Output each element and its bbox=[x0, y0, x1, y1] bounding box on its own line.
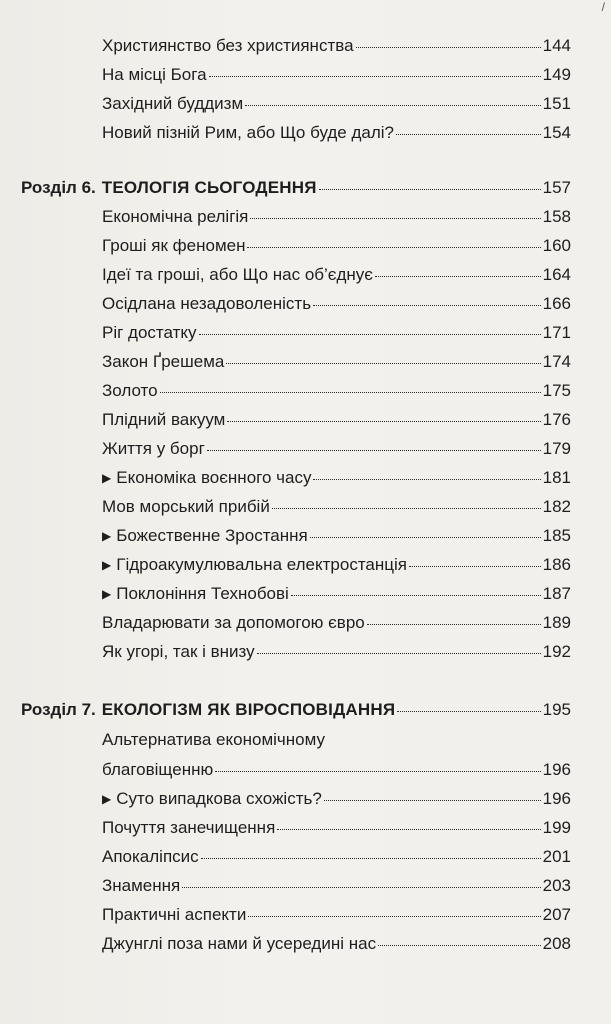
dot-leader bbox=[324, 800, 541, 801]
toc-entry[interactable] bbox=[102, 352, 571, 372]
dot-leader bbox=[248, 916, 540, 917]
toc-entry[interactable] bbox=[102, 934, 571, 954]
toc-entry[interactable] bbox=[102, 760, 571, 780]
dot-leader bbox=[245, 105, 540, 106]
toc-entry[interactable] bbox=[102, 207, 571, 227]
toc-entry[interactable] bbox=[102, 555, 571, 576]
toc-entry[interactable] bbox=[102, 584, 571, 605]
toc-entry[interactable] bbox=[102, 818, 571, 838]
toc-entry-page: 192 bbox=[542, 642, 571, 661]
triangle-marker-icon: ▶ bbox=[102, 792, 112, 806]
dot-leader bbox=[226, 363, 540, 364]
dot-leader bbox=[367, 624, 541, 625]
dot-leader bbox=[313, 305, 541, 306]
triangle-marker-icon: ▶ bbox=[102, 471, 112, 485]
toc-entry-page: 187 bbox=[542, 584, 571, 603]
triangle-marker-icon: ▶ bbox=[102, 529, 112, 543]
toc-entry-title: Гроші як феномен bbox=[102, 236, 246, 255]
toc-entry[interactable] bbox=[102, 294, 571, 314]
toc-entry-title: Життя у борг bbox=[102, 439, 205, 458]
toc-entry-title: Плідний вакуум bbox=[102, 410, 226, 429]
dot-leader bbox=[247, 247, 540, 248]
dot-leader bbox=[207, 450, 541, 451]
toc-entry[interactable] bbox=[102, 94, 571, 114]
toc-entry-title: Західний буддизм bbox=[102, 94, 244, 113]
toc-entry-page: 154 bbox=[542, 123, 571, 142]
toc-entry-page: 201 bbox=[542, 847, 571, 866]
toc-entry[interactable] bbox=[102, 323, 571, 343]
toc-entry-title: Осідлана незадоволеність bbox=[102, 294, 312, 313]
toc-entry-title: благовіщенню bbox=[102, 760, 214, 779]
toc-entry-page: 151 bbox=[542, 94, 571, 113]
toc-entry-title: Ріг достатку bbox=[102, 323, 197, 342]
dot-leader bbox=[396, 134, 541, 135]
toc-entry-title: Економічна релігія bbox=[102, 207, 249, 226]
toc-entry[interactable] bbox=[102, 265, 571, 285]
toc-entry-page: 185 bbox=[542, 526, 571, 545]
dot-leader bbox=[291, 595, 541, 596]
dot-leader bbox=[409, 566, 541, 567]
dot-leader bbox=[397, 711, 540, 712]
toc-entry-title: Джунглі поза нами й усередині нас bbox=[102, 934, 377, 953]
dot-leader bbox=[313, 479, 540, 480]
toc-entry-page: 196 bbox=[542, 789, 571, 808]
toc-chapter-6[interactable] bbox=[21, 178, 571, 198]
toc-entry-title: Знамення bbox=[102, 876, 181, 895]
toc-entry-page: 181 bbox=[542, 468, 571, 487]
dot-leader bbox=[209, 76, 541, 77]
toc-entry[interactable] bbox=[102, 847, 571, 867]
chapter-page: 195 bbox=[542, 700, 571, 719]
dot-leader bbox=[378, 945, 541, 946]
toc-entry-page: 203 bbox=[542, 876, 571, 895]
toc-entry-page: 174 bbox=[542, 352, 571, 371]
toc-entry-page: 208 bbox=[542, 934, 571, 953]
toc-entry[interactable] bbox=[102, 236, 571, 256]
toc-entry-title: Апокаліпсис bbox=[102, 847, 199, 866]
toc-entry[interactable] bbox=[102, 526, 571, 547]
triangle-marker-icon: ▶ bbox=[102, 558, 112, 572]
toc-entry-title: Економіка воєнного часу bbox=[116, 468, 312, 487]
toc-entry-page: 144 bbox=[542, 36, 571, 55]
toc-entry[interactable] bbox=[102, 65, 571, 85]
chapter-title: ЕКОЛОГІЗМ ЯК ВІРОСПОВІДАННЯ bbox=[101, 700, 396, 719]
dot-leader bbox=[160, 392, 541, 393]
toc-entry[interactable] bbox=[102, 642, 571, 662]
toc-entry-title: Християнство без християнства bbox=[102, 36, 354, 55]
toc-entry-title: Божественне Зростання bbox=[116, 526, 308, 545]
toc-chapter-7[interactable] bbox=[21, 700, 571, 720]
toc-entry-page: 189 bbox=[542, 613, 571, 632]
toc-entry-page: 179 bbox=[542, 439, 571, 458]
toc-entry-page: 158 bbox=[542, 207, 571, 226]
toc-entry-title: Новий пізній Рим, або Що буде далі? bbox=[102, 123, 395, 142]
toc-entry-title: Поклоніння Технобові bbox=[116, 584, 289, 603]
toc-entry[interactable] bbox=[102, 905, 571, 925]
toc-entry-page: 160 bbox=[542, 236, 571, 255]
toc-entry-page: 175 bbox=[542, 381, 571, 400]
toc-entry[interactable] bbox=[102, 468, 571, 489]
toc-entry-page: 176 bbox=[542, 410, 571, 429]
toc-entry-page: 171 bbox=[542, 323, 571, 342]
dot-leader bbox=[182, 887, 540, 888]
dot-leader bbox=[199, 334, 541, 335]
chapter-title: ТЕОЛОГІЯ СЬОГОДЕННЯ bbox=[101, 178, 317, 197]
dot-leader bbox=[319, 189, 541, 190]
toc-entry-title: Почуття занечищення bbox=[102, 818, 276, 837]
toc-entry-page: 166 bbox=[542, 294, 571, 313]
dot-leader bbox=[277, 829, 540, 830]
toc-entry[interactable] bbox=[102, 497, 571, 517]
toc-entry[interactable] bbox=[102, 876, 571, 896]
toc-entry[interactable] bbox=[102, 439, 571, 459]
toc-entry-page: 207 bbox=[542, 905, 571, 924]
toc-entry[interactable] bbox=[102, 381, 571, 401]
dot-leader bbox=[310, 537, 541, 538]
dot-leader bbox=[201, 858, 541, 859]
toc-entry-title: Гідроакумулювальна електростанція bbox=[116, 555, 407, 574]
dot-leader bbox=[375, 276, 541, 277]
toc-entry-page: 196 bbox=[542, 760, 571, 779]
toc-entry-title: На місці Бога bbox=[102, 65, 207, 84]
toc-entry-page: 149 bbox=[542, 65, 571, 84]
toc-entry[interactable] bbox=[102, 789, 571, 810]
chapter-page: 157 bbox=[542, 178, 571, 197]
toc-entry[interactable] bbox=[102, 410, 571, 430]
toc-entry-title: Владарювати за допомогою євро bbox=[102, 613, 365, 632]
dot-leader bbox=[272, 508, 541, 509]
chapter-label: Розділ 6. bbox=[21, 178, 96, 197]
toc-entry-title: Мов морський прибій bbox=[102, 497, 270, 516]
toc-entry-line1[interactable] bbox=[102, 730, 325, 750]
toc-entry-title: Закон Ґрешема bbox=[102, 352, 225, 371]
page-corner-mark: / bbox=[601, 0, 605, 14]
toc-entry-title: Як угорі, так і внизу bbox=[102, 642, 255, 661]
dot-leader bbox=[356, 47, 541, 48]
toc-entry-page: 182 bbox=[542, 497, 571, 516]
toc-entry[interactable] bbox=[102, 613, 571, 633]
toc-entry[interactable] bbox=[102, 123, 571, 143]
dot-leader bbox=[257, 653, 541, 654]
dot-leader bbox=[227, 421, 540, 422]
toc-entry-page: 199 bbox=[542, 818, 571, 837]
toc-entry-page: 186 bbox=[542, 555, 571, 574]
triangle-marker-icon: ▶ bbox=[102, 587, 112, 601]
toc-entry-title: Ідеї та гроші, або Що нас об’єднує bbox=[102, 265, 373, 284]
toc-entry-title: Суто випадкова схожість? bbox=[116, 789, 322, 808]
toc-entry[interactable] bbox=[102, 36, 571, 56]
toc-entry-title: Золото bbox=[102, 381, 158, 400]
toc-entry-title: Практичні аспекти bbox=[102, 905, 247, 924]
chapter-label: Розділ 7. bbox=[21, 700, 96, 719]
dot-leader bbox=[215, 771, 540, 772]
toc-entry-page: 164 bbox=[542, 265, 571, 284]
dot-leader bbox=[250, 218, 540, 219]
toc-entry-title: Альтернатива економічному bbox=[102, 730, 325, 749]
